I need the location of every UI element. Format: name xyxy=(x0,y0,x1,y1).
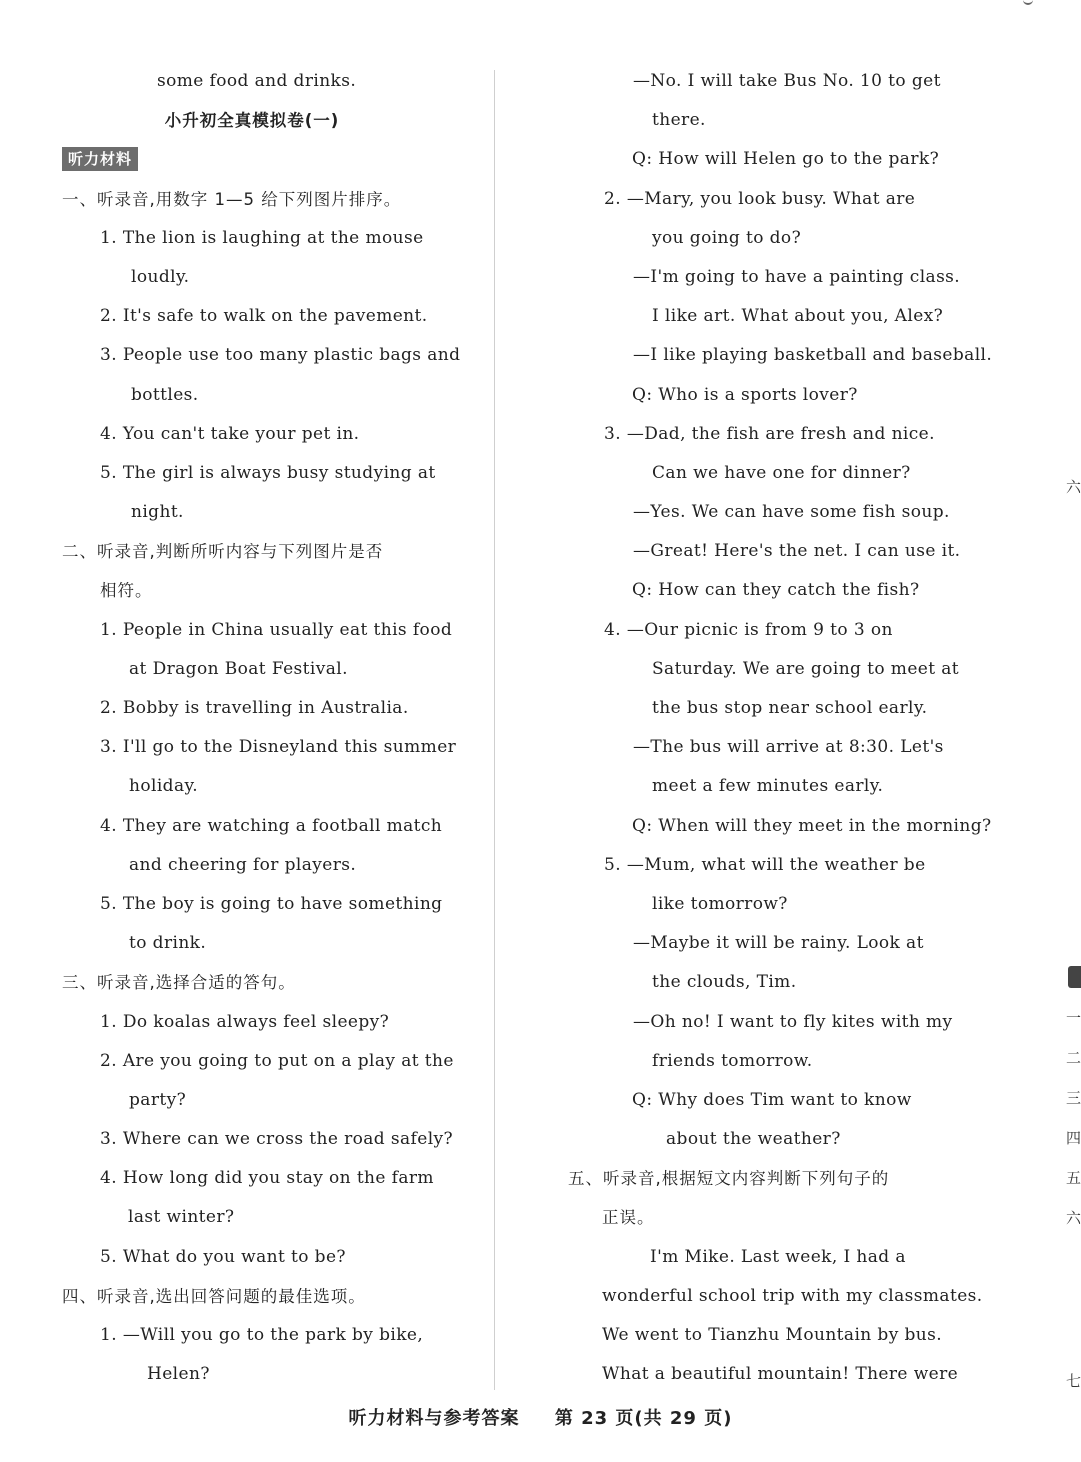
text-line: there. xyxy=(652,110,706,131)
text-line: Q: Who is a sports lover? xyxy=(632,384,858,405)
edge-tab xyxy=(1068,966,1081,988)
text-line: party? xyxy=(129,1089,187,1110)
text-line: 4. —Our picnic is from 9 to 3 on xyxy=(604,619,893,640)
edge-glyph: 三 xyxy=(1066,1089,1081,1107)
text-line: 1. People in China usually eat this food xyxy=(100,619,453,640)
text-line: 3. People use too many plastic bags and xyxy=(100,345,461,366)
heading-line: 四、听录音,选出回答问题的最佳选项。 xyxy=(62,1286,366,1306)
text-line: —I like playing basketball and baseball. xyxy=(633,345,993,366)
text-line: the clouds, Tim. xyxy=(652,972,797,993)
text-line: Q: How will Helen go to the park? xyxy=(632,149,940,170)
section-tag xyxy=(62,140,442,179)
text-line: 4. They are watching a football match xyxy=(100,815,443,836)
text-line: 5. —Mum, what will the weather be xyxy=(604,854,926,875)
edge-glyph: 二 xyxy=(1066,1049,1081,1067)
corner-mark xyxy=(1023,0,1033,5)
edge-glyph: 六 xyxy=(1066,478,1081,496)
text-line: 5. What do you want to be? xyxy=(100,1246,346,1267)
text-line: Q: When will they meet in the morning? xyxy=(632,815,992,836)
text-line: What a beautiful mountain! There were xyxy=(602,1364,959,1385)
text-line: We went to Tianzhu Mountain by bus. xyxy=(602,1325,943,1345)
heading-line: 三、听录音,选择合适的答句。 xyxy=(62,973,296,993)
text-line: —Oh no! I want to fly kites with my xyxy=(633,1011,953,1032)
heading-line: 正误。 xyxy=(602,1208,655,1228)
text-line: 2. Bobby is travelling in Australia. xyxy=(100,698,409,718)
text-line: bottles. xyxy=(131,384,199,405)
text-line: night. xyxy=(131,502,184,523)
text-line: 1. Do koalas always feel sleepy? xyxy=(100,1011,390,1032)
text-line: 2. It's safe to walk on the pavement. xyxy=(100,306,428,327)
footer-page-number: 第 23 页(共 29 页) xyxy=(554,1408,733,1429)
edge-glyph: 七 xyxy=(1066,1372,1081,1390)
text-line: —No. I will take Bus No. 10 to get xyxy=(633,71,941,91)
text-line: Saturday. We are going to meet at xyxy=(652,658,960,679)
text-line: meet a few minutes early. xyxy=(652,776,884,797)
text-line: and cheering for players. xyxy=(129,854,357,875)
text-line: you going to do? xyxy=(652,227,802,248)
edge-glyph: 四 xyxy=(1066,1129,1081,1147)
text-line: 1. The lion is laughing at the mouse xyxy=(100,227,424,248)
text-line: —Maybe it will be rainy. Look at xyxy=(633,933,924,954)
text-line: —Yes. We can have some fish soup. xyxy=(633,502,950,523)
text-line: 4. You can't take your pet in. xyxy=(100,423,360,444)
text-line: wonderful school trip with my classmates. xyxy=(602,1285,983,1306)
section-tag-label: 听力材料 xyxy=(62,147,138,171)
heading-line: 小升初全真模拟卷(一) xyxy=(164,111,340,131)
text-line: Q: How can they catch the fish? xyxy=(632,580,920,601)
text-line: 3. I'll go to the Disneyland this summer xyxy=(100,737,457,758)
edge-glyph: 一 xyxy=(1066,1009,1081,1027)
text-line: Helen? xyxy=(147,1364,210,1385)
text-line: some food and drinks. xyxy=(157,71,357,91)
text-line: 5. The girl is always busy studying at xyxy=(100,462,436,483)
text-line: friends tomorrow. xyxy=(652,1050,813,1071)
text-line: 2. —Mary, you look busy. What are xyxy=(604,188,916,209)
text-line: holiday. xyxy=(129,776,199,797)
heading-line: 五、听录音,根据短文内容判断下列句子的 xyxy=(568,1169,890,1189)
text-line: the bus stop near school early. xyxy=(652,698,928,718)
edge-glyph: 六 xyxy=(1066,1209,1081,1227)
text-line: 4. How long did you stay on the farm xyxy=(100,1168,434,1189)
text-line: —I'm going to have a painting class. xyxy=(633,266,961,287)
heading-line: 二、听录音,判断所听内容与下列图片是否 xyxy=(62,542,384,562)
text-line: I like art. What about you, Alex? xyxy=(652,306,944,327)
text-line: like tomorrow? xyxy=(652,893,788,914)
text-line: at Dragon Boat Festival. xyxy=(129,658,348,679)
text-line: 2. Are you going to put on a play at the xyxy=(100,1050,454,1071)
edge-glyph: 五 xyxy=(1066,1169,1081,1187)
text-line: 1. —Will you go to the park by bike, xyxy=(100,1325,424,1345)
text-line: —Great! Here's the net. I can use it. xyxy=(633,541,961,562)
text-line: 3. —Dad, the fish are fresh and nice. xyxy=(604,423,935,444)
text-line: I'm Mike. Last week, I had a xyxy=(650,1246,906,1267)
page-footer xyxy=(0,1404,1081,1430)
text-line: —The bus will arrive at 8:30. Let's xyxy=(633,737,944,758)
left-column xyxy=(62,62,461,1394)
text-line: about the weather? xyxy=(666,1129,841,1150)
text-line: Can we have one for dinner? xyxy=(652,462,911,483)
text-line: loudly. xyxy=(131,266,190,287)
text-line: to drink. xyxy=(129,933,207,954)
column-divider xyxy=(494,70,495,1390)
text-line: last winter? xyxy=(128,1207,235,1228)
footer-title: 听力材料与参考答案 xyxy=(348,1408,520,1429)
heading-line: 一、听录音,用数字 1—5 给下列图片排序。 xyxy=(62,189,402,209)
right-column xyxy=(568,62,993,1394)
text-line: Q: Why does Tim want to know xyxy=(632,1089,912,1110)
heading-line: 相符。 xyxy=(100,581,153,601)
text-line: 5. The boy is going to have something xyxy=(100,893,443,914)
text-line: 3. Where can we cross the road safely? xyxy=(100,1129,454,1150)
